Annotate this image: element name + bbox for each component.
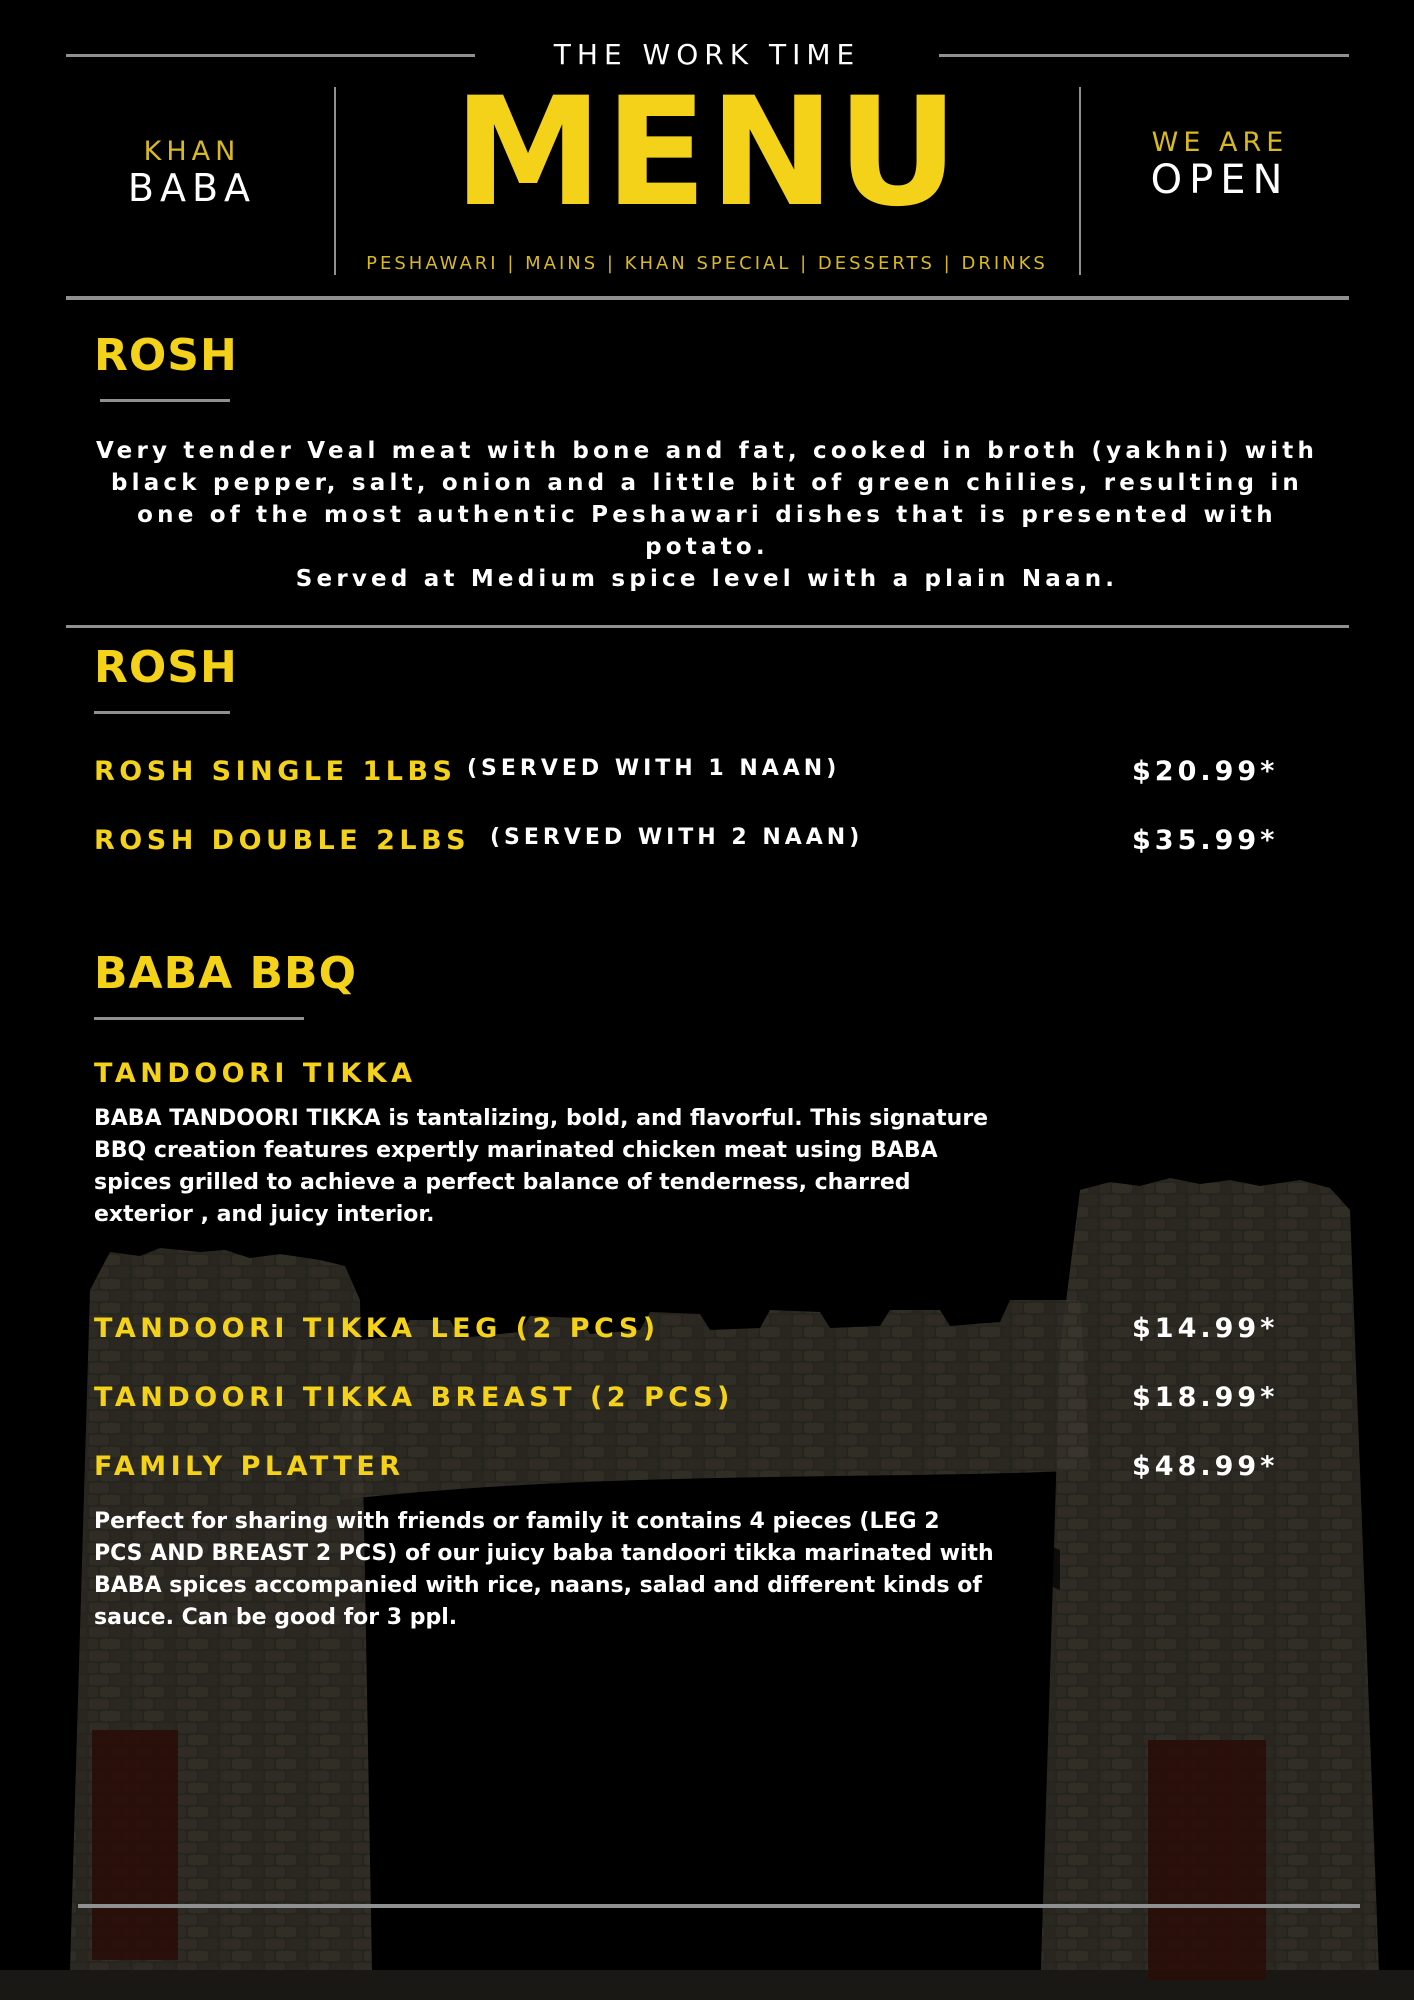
intro-title-underline — [100, 399, 230, 402]
menu-item-name: ROSH DOUBLE 2LBS — [94, 825, 471, 856]
intro-desc-line: potato. — [645, 534, 769, 560]
bbq-desc-line: BBQ creation features expertly marinated chicken meat using BABA — [94, 1138, 938, 1163]
menu-item-name: ROSH SINGLE 1LBS — [94, 756, 457, 787]
sections-nav: PESHAWARI | MAINS | KHAN SPECIAL | DESSERTS | DRINKS — [366, 253, 1048, 274]
brand-line-2: BABA — [127, 166, 257, 210]
bbq-subtitle: TANDOORI TIKKA — [94, 1058, 417, 1089]
status-line-1: WE ARE — [1151, 127, 1289, 158]
bbq-desc-line: exterior , and juicy interior. — [94, 1202, 435, 1227]
platter-desc-line: sauce. Can be good for 3 ppl. — [94, 1605, 458, 1630]
bbq-section-title: BABA BBQ — [94, 948, 357, 999]
header-top-title: THE WORK TIME — [553, 38, 861, 71]
intro-description — [90, 435, 1324, 595]
bbq-description — [94, 1103, 1014, 1231]
platter-desc-line: Perfect for sharing with friends or family it contains 4 pieces (LEG 2 — [94, 1509, 940, 1534]
platter-desc-line: BABA spices accompanied with rice, naans, salad and different kinds of — [94, 1573, 982, 1598]
intro-desc-line: one of the most authentic Peshawari dishes that is presented with — [137, 502, 1277, 528]
menu-item-price: $18.99* — [1132, 1382, 1279, 1413]
menu-item-price: $35.99* — [1132, 825, 1279, 856]
intro-desc-line: Served at Medium spice level with a plain Naan. — [295, 566, 1119, 592]
menu-item-price: $48.99* — [1132, 1451, 1279, 1482]
page-title: MENU — [453, 66, 961, 240]
bbq-desc-line: spices grilled to achieve a perfect balance of tenderness, charred — [94, 1170, 911, 1195]
menu-item-price: $14.99* — [1132, 1313, 1279, 1344]
platter-description — [94, 1506, 1014, 1634]
status-line-2: OPEN — [1150, 157, 1290, 203]
menu-item-note: (SERVED WITH 2 NAAN) — [490, 825, 864, 850]
brand-line-1: KHAN — [143, 136, 241, 167]
menu-item-name: FAMILY PLATTER — [94, 1451, 405, 1482]
rosh-title-underline — [94, 711, 230, 714]
intro-title: ROSH — [94, 330, 238, 381]
bbq-desc-line: BABA TANDOORI TIKKA is tantalizing, bold, and flavorful. This signature — [94, 1106, 989, 1131]
intro-desc-line: Very tender Veal meat with bone and fat, cooked in broth (yakhni) with — [95, 438, 1319, 464]
menu-item-name: TANDOORI TIKKA LEG (2 PCS) — [94, 1313, 660, 1344]
rosh-section-title: ROSH — [94, 642, 238, 693]
footer-rule — [78, 1904, 1360, 1908]
menu-item-price: $20.99* — [1132, 756, 1279, 787]
intro-desc-line: black pepper, salt, onion and a little bit of green chilies, resulting in — [110, 470, 1304, 496]
menu-item-note: (SERVED WITH 1 NAAN) — [467, 756, 841, 781]
header-bottom-rule — [66, 296, 1349, 300]
bbq-title-underline — [94, 1017, 304, 1020]
section-rule — [66, 625, 1349, 628]
menu-item-name: TANDOORI TIKKA BREAST (2 PCS) — [94, 1382, 734, 1413]
platter-desc-line: PCS AND BREAST 2 PCS) of our juicy baba tandoori tikka marinated with — [94, 1541, 994, 1566]
